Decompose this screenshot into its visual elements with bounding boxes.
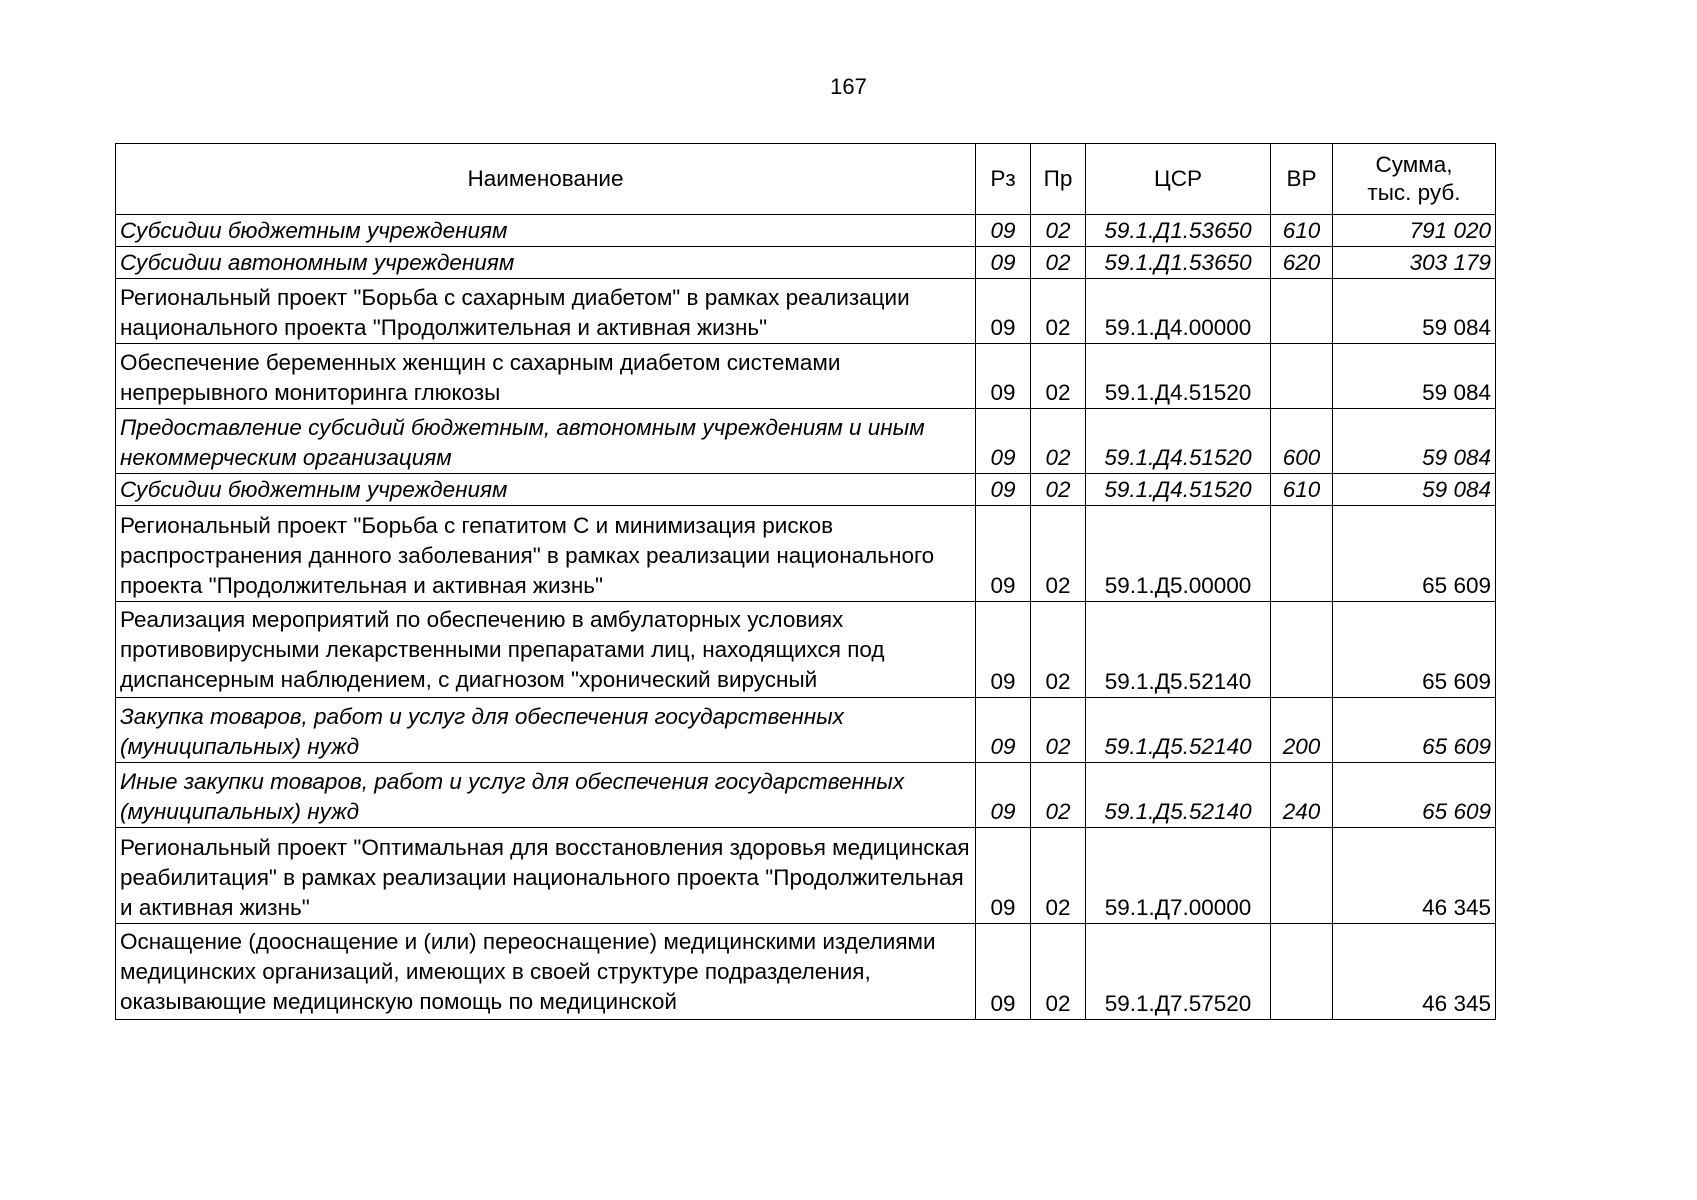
table-row: [116, 409, 1496, 474]
table-row: [116, 602, 1496, 698]
row-csr: 59.1.Д5.00000: [1086, 506, 1271, 602]
col-header-pr: Пр: [1031, 144, 1086, 215]
row-name: Региональный проект "Оптимальная для восстановления здоровья медицинская реабилитация" в рамках реализации национального проекта "Продолжительная и активная жизнь": [116, 828, 976, 924]
row-vr: [1271, 828, 1333, 924]
row-pr: 02: [1031, 344, 1086, 409]
row-sum: 46 345: [1333, 924, 1496, 1020]
row-name: Региональный проект "Борьба с гепатитом С и минимизация рисков распространения данного заболевания" в рамках реализации национального проекта "Продолжительная и активная жизнь": [116, 506, 976, 602]
row-pr: 02: [1031, 247, 1086, 279]
row-csr: 59.1.Д1.53650: [1086, 215, 1271, 247]
row-csr: 59.1.Д7.57520: [1086, 924, 1271, 1020]
row-sum: 46 345: [1333, 828, 1496, 924]
row-sum: 65 609: [1333, 698, 1496, 763]
row-csr: 59.1.Д4.00000: [1086, 279, 1271, 344]
row-name: Предоставление субсидий бюджетным, автономным учреждениям и иным некоммерческим организациям: [116, 409, 976, 474]
row-name: Оснащение (дооснащение и (или) переоснащение) медицинскими изделиями медицинских организаций, имеющих в своей структуре подразделения, оказывающие медицинскую помощь по медицинской: [120, 929, 936, 1014]
row-name-cell: [116, 602, 976, 698]
table-row: [116, 763, 1496, 828]
row-vr: 200: [1271, 698, 1333, 763]
table-row: [116, 215, 1496, 247]
row-rz: 09: [976, 409, 1031, 474]
row-sum: 59 084: [1333, 409, 1496, 474]
row-pr: 02: [1031, 828, 1086, 924]
row-name: Субсидии бюджетным учреждениям: [116, 474, 976, 506]
row-rz: 09: [976, 215, 1031, 247]
row-sum: 791 020: [1333, 215, 1496, 247]
row-sum: 65 609: [1333, 506, 1496, 602]
row-rz: 09: [976, 474, 1031, 506]
budget-table: [115, 143, 1496, 1020]
row-name: Закупка товаров, работ и услуг для обеспечения государственных (муниципальных) нужд: [116, 698, 976, 763]
row-pr: 02: [1031, 409, 1086, 474]
table-row: [116, 506, 1496, 602]
row-name: Субсидии бюджетным учреждениям: [116, 215, 976, 247]
row-pr: 02: [1031, 474, 1086, 506]
table-row: [116, 279, 1496, 344]
row-vr: 610: [1271, 474, 1333, 506]
row-csr: 59.1.Д4.51520: [1086, 344, 1271, 409]
row-name: Реализация мероприятий по обеспечению в амбулаторных условиях противовирусными лекарственными препаратами лиц, находящихся под диспансерным наблюдением, с диагнозом "хронический вирусный: [120, 607, 885, 692]
table-row: [116, 247, 1496, 279]
table-row: [116, 924, 1496, 1020]
col-header-sum-line2: тыс. руб.: [1367, 180, 1461, 205]
row-pr: 02: [1031, 763, 1086, 828]
table-row: [116, 474, 1496, 506]
col-header-csr: ЦСР: [1086, 144, 1271, 215]
row-name: Обеспечение беременных женщин с сахарным диабетом системами непрерывного мониторинга глюкозы: [116, 344, 976, 409]
table-row: [116, 698, 1496, 763]
row-rz: 09: [976, 506, 1031, 602]
row-rz: 09: [976, 698, 1031, 763]
row-rz: 09: [976, 602, 1031, 698]
row-rz: 09: [976, 279, 1031, 344]
row-name: Региональный проект "Борьба с сахарным диабетом" в рамках реализации национального проекта "Продолжительная и активная жизнь": [116, 279, 976, 344]
row-name: Субсидии автономным учреждениям: [116, 247, 976, 279]
table-header-row: [116, 144, 1496, 215]
row-csr: 59.1.Д4.51520: [1086, 409, 1271, 474]
table-row: [116, 828, 1496, 924]
row-rz: 09: [976, 763, 1031, 828]
row-vr: 600: [1271, 409, 1333, 474]
row-csr: 59.1.Д5.52140: [1086, 698, 1271, 763]
row-sum: 59 084: [1333, 279, 1496, 344]
row-pr: 02: [1031, 602, 1086, 698]
row-vr: 240: [1271, 763, 1333, 828]
page-number: 167: [830, 74, 867, 99]
row-sum: 59 084: [1333, 474, 1496, 506]
row-rz: 09: [976, 247, 1031, 279]
col-header-sum: [1333, 144, 1496, 215]
row-vr: 610: [1271, 215, 1333, 247]
row-csr: 59.1.Д4.51520: [1086, 474, 1271, 506]
row-csr: 59.1.Д1.53650: [1086, 247, 1271, 279]
row-csr: 59.1.Д5.52140: [1086, 763, 1271, 828]
row-rz: 09: [976, 924, 1031, 1020]
row-pr: 02: [1031, 279, 1086, 344]
row-pr: 02: [1031, 698, 1086, 763]
row-sum: 65 609: [1333, 602, 1496, 698]
row-name-cell: [116, 924, 976, 1020]
col-header-sum-line1: Сумма,: [1375, 152, 1453, 177]
row-vr: [1271, 344, 1333, 409]
row-pr: 02: [1031, 215, 1086, 247]
table-row: [116, 344, 1496, 409]
col-header-name: Наименование: [116, 144, 976, 215]
row-vr: [1271, 506, 1333, 602]
row-sum: 303 179: [1333, 247, 1496, 279]
col-header-rz: Рз: [976, 144, 1031, 215]
row-rz: 09: [976, 344, 1031, 409]
row-rz: 09: [976, 828, 1031, 924]
row-vr: 620: [1271, 247, 1333, 279]
row-vr: [1271, 279, 1333, 344]
row-sum: 59 084: [1333, 344, 1496, 409]
row-vr: [1271, 602, 1333, 698]
row-name: Иные закупки товаров, работ и услуг для обеспечения государственных (муниципальных) нужд: [116, 763, 976, 828]
row-vr: [1271, 924, 1333, 1020]
row-pr: 02: [1031, 924, 1086, 1020]
row-pr: 02: [1031, 506, 1086, 602]
row-csr: 59.1.Д5.52140: [1086, 602, 1271, 698]
row-sum: 65 609: [1333, 763, 1496, 828]
col-header-vr: ВР: [1271, 144, 1333, 215]
row-csr: 59.1.Д7.00000: [1086, 828, 1271, 924]
